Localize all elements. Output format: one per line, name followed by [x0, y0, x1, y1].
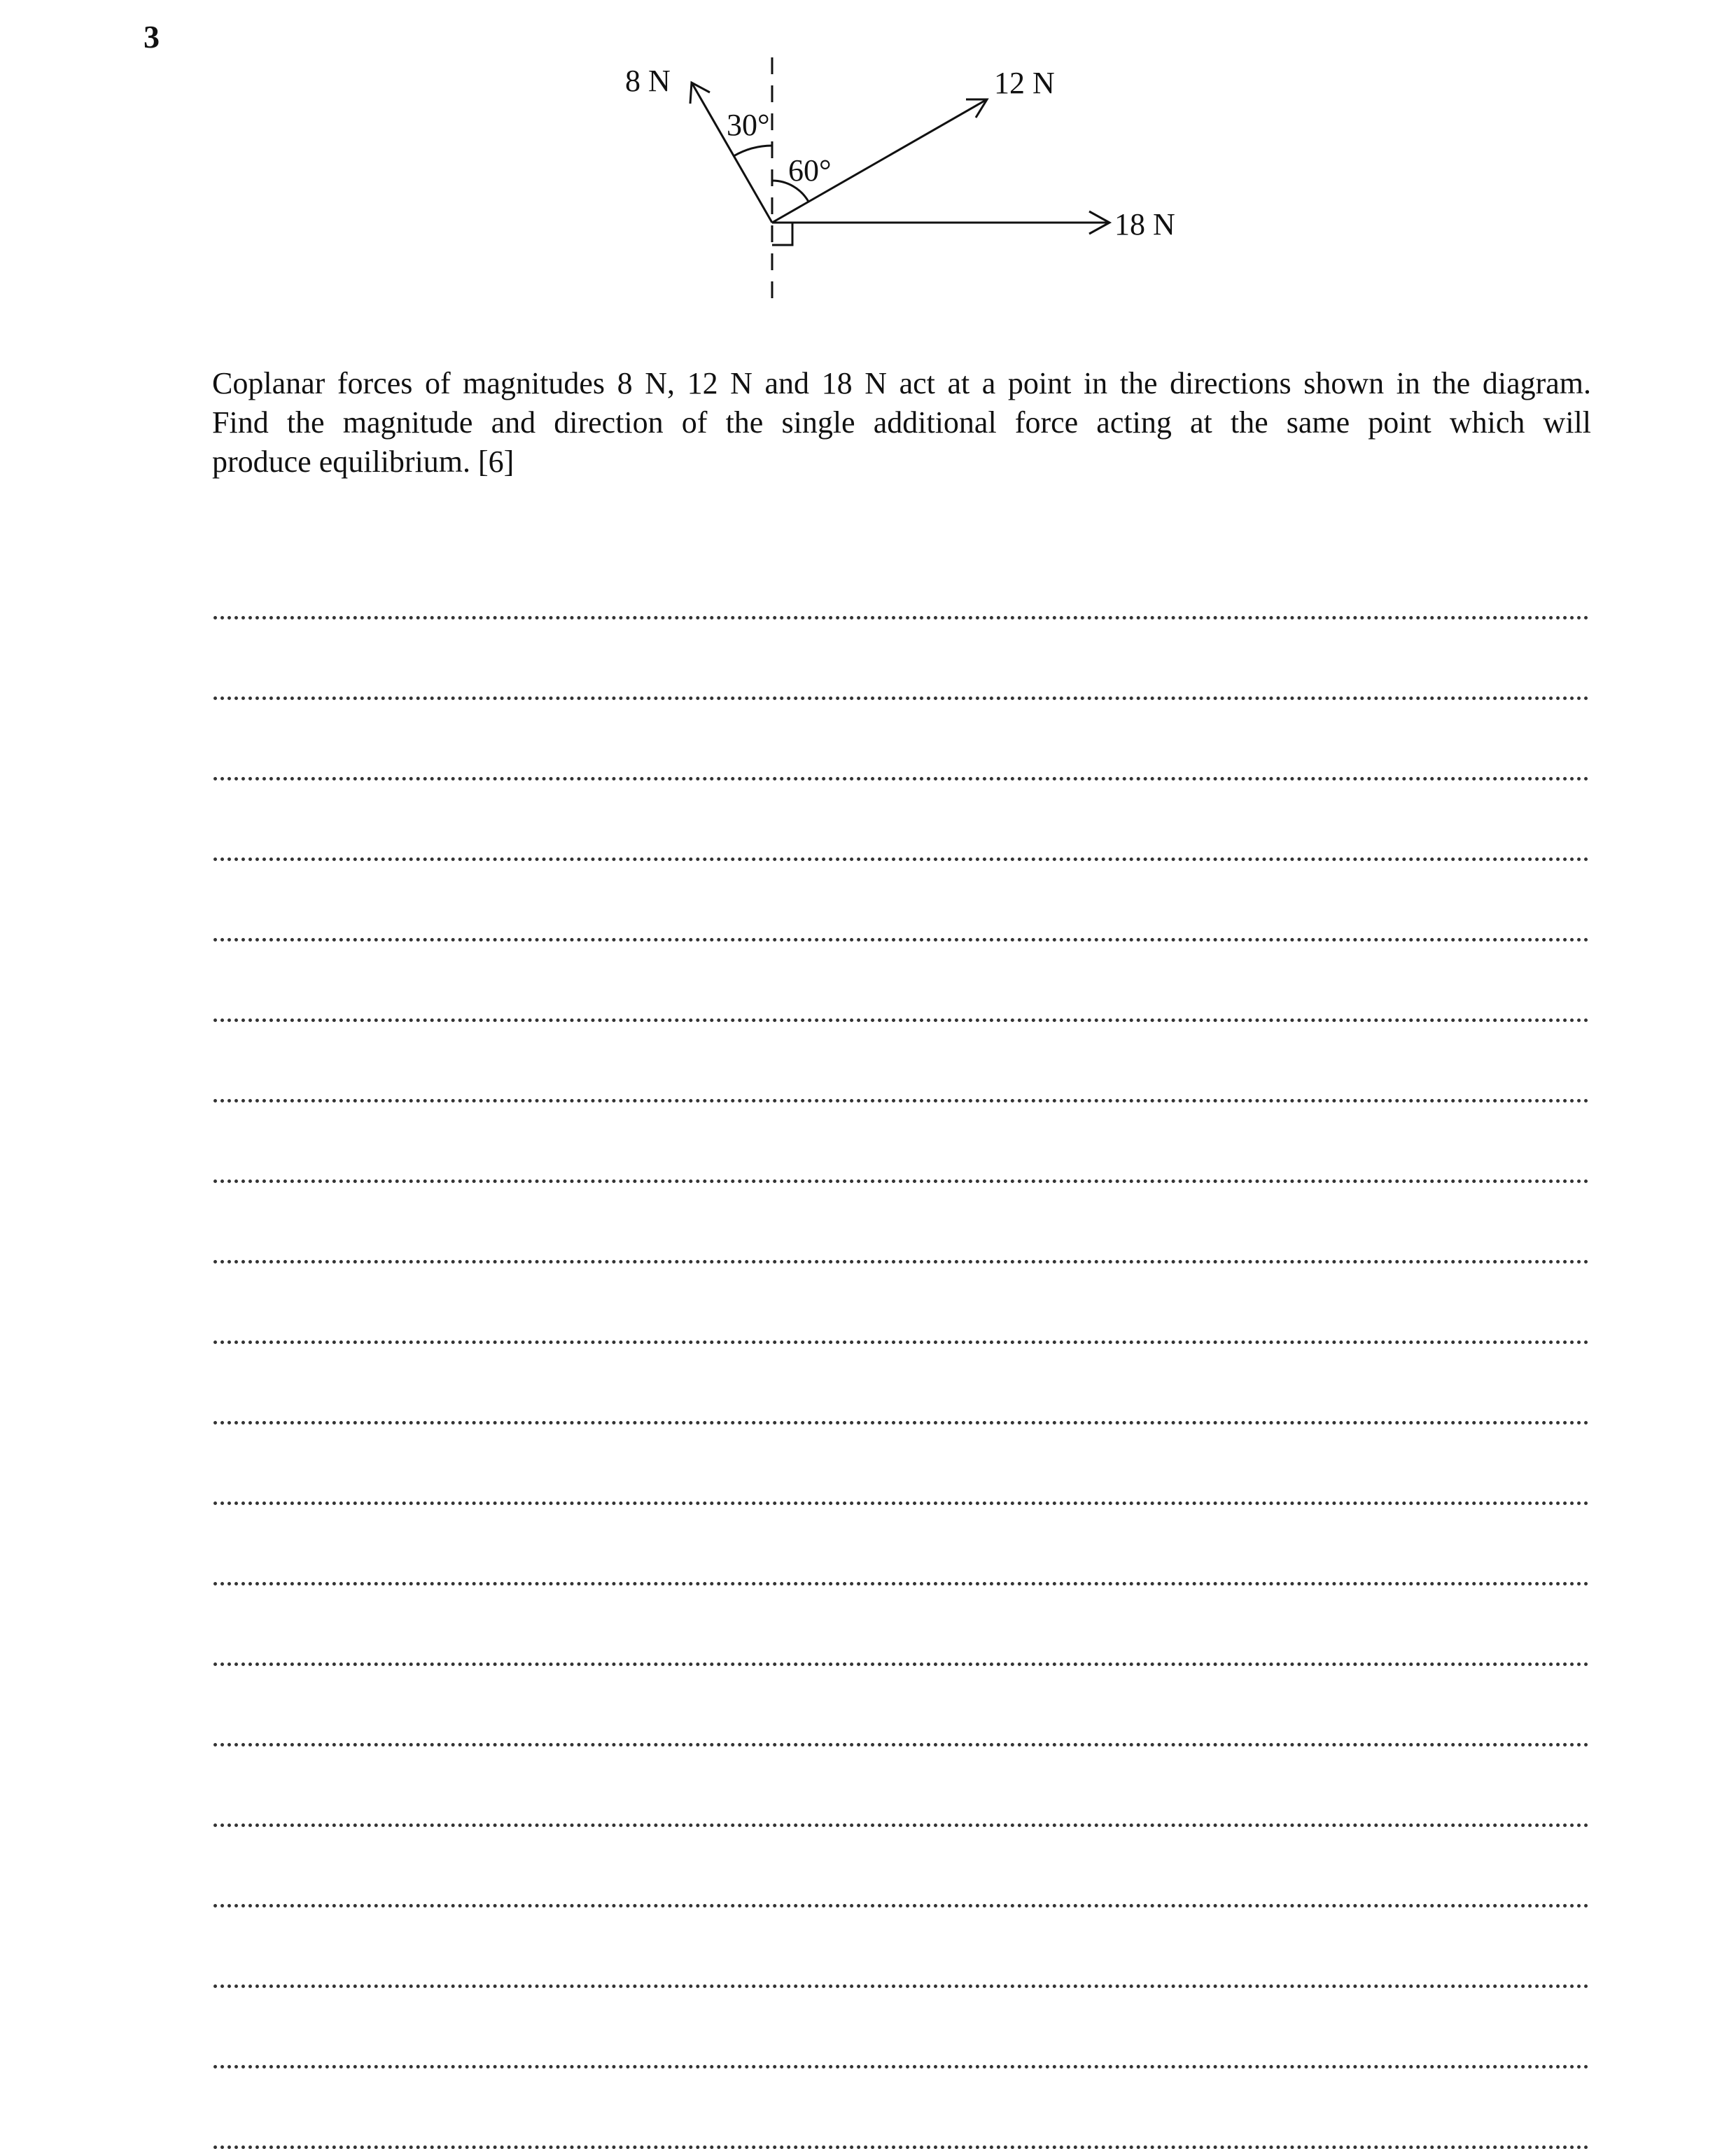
answer-space[interactable] [214, 539, 1589, 2149]
question-text [212, 364, 1591, 482]
answer-line[interactable] [214, 539, 1589, 620]
question-line-3-text: produce equilibrium. [212, 444, 471, 479]
answer-line[interactable] [214, 1102, 1589, 1183]
angle-30-label: 30° [727, 108, 770, 142]
answer-line[interactable] [214, 1827, 1589, 1907]
force-12n-label: 12 N [994, 66, 1055, 100]
force-18n-label: 18 N [1114, 207, 1175, 241]
answer-line[interactable] [214, 1264, 1589, 1344]
marks-allocation: [6] [478, 444, 514, 479]
answer-line[interactable] [214, 1907, 1589, 1988]
answer-line[interactable] [214, 1505, 1589, 1586]
question-line-1: Coplanar forces of magnitudes 8 N, 12 N and 18 N act at a point in the directions shown in the diagram. [212, 366, 1591, 400]
answer-line[interactable] [214, 1746, 1589, 1827]
answer-line[interactable] [214, 700, 1589, 780]
answer-line[interactable] [214, 620, 1589, 700]
answer-line[interactable] [214, 1666, 1589, 1746]
question-line-2: Find the magnitude and direction of the single additional force acting at the same point which will [212, 405, 1591, 440]
answer-line[interactable] [214, 1022, 1589, 1102]
angle-30-arc [734, 146, 772, 156]
force-8n-label: 8 N [625, 64, 671, 98]
force-8n-line [692, 83, 772, 223]
answer-line[interactable] [214, 861, 1589, 941]
right-angle-marker [772, 223, 792, 245]
answer-line[interactable] [214, 1344, 1589, 1424]
answer-line[interactable] [214, 1988, 1589, 2068]
answer-line[interactable] [214, 941, 1589, 1022]
angle-60-label: 60° [788, 153, 832, 188]
answer-line[interactable] [214, 2068, 1589, 2149]
question-line-3 [212, 442, 1591, 482]
answer-line[interactable] [214, 1424, 1589, 1505]
answer-line[interactable] [214, 780, 1589, 861]
question-number: 3 [144, 19, 160, 55]
force-diagram [0, 0, 1736, 329]
answer-line[interactable] [214, 1183, 1589, 1264]
answer-line[interactable] [214, 1586, 1589, 1666]
